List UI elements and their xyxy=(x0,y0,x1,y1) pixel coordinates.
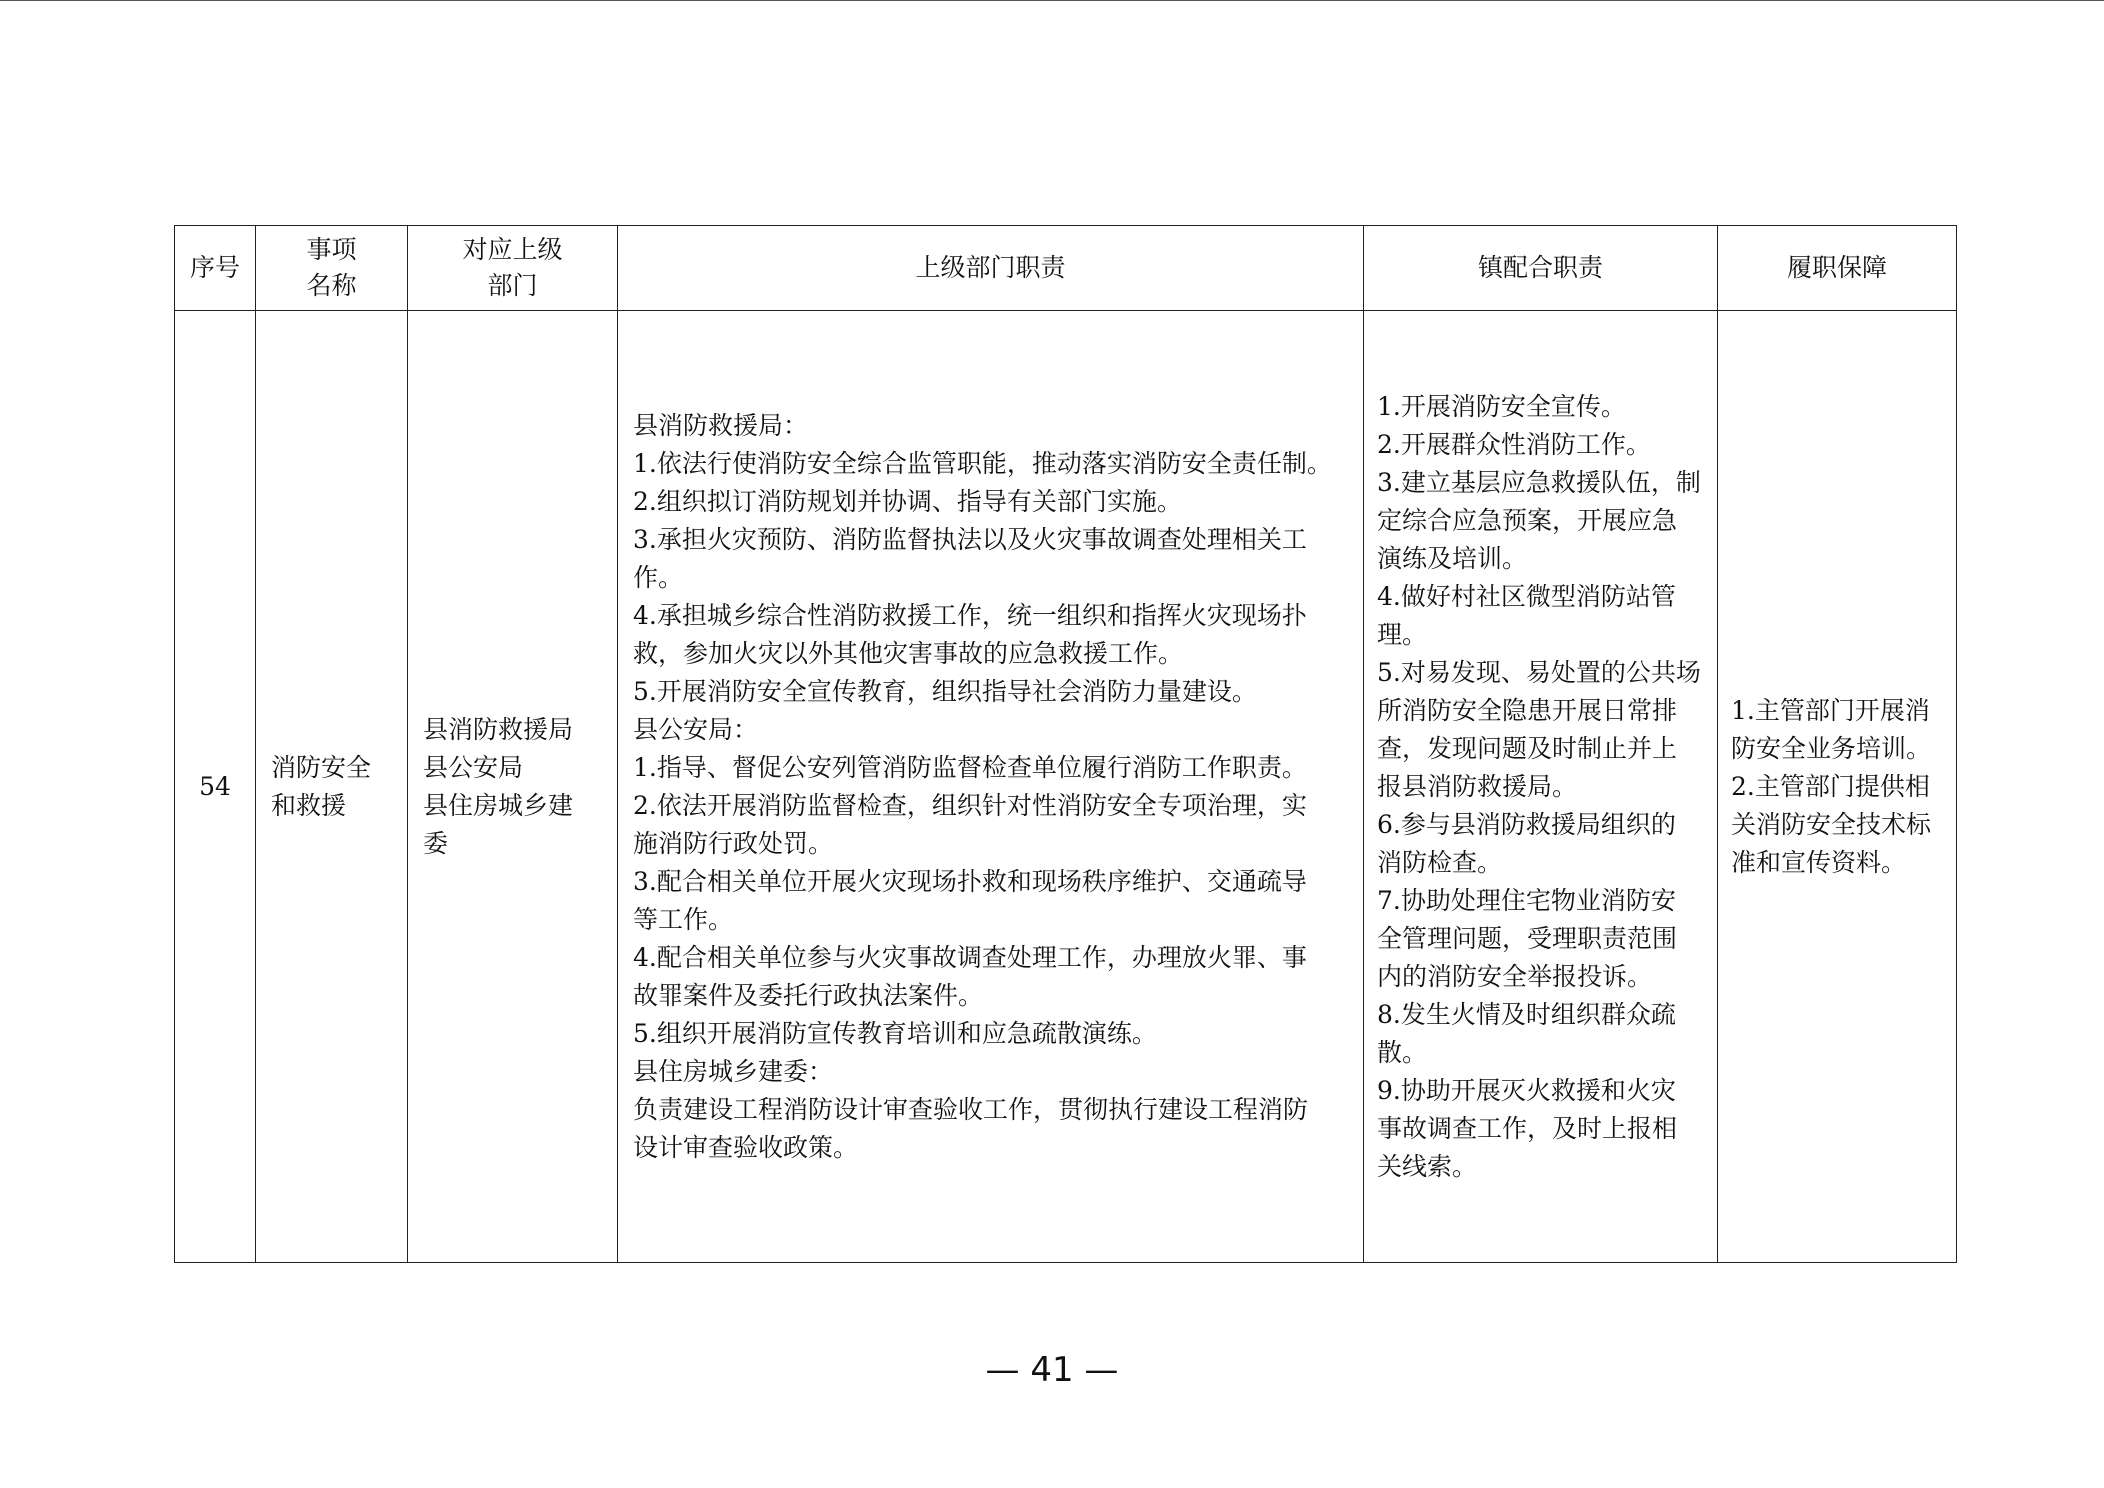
cell-text-line: 内的消防安全举报投诉。 xyxy=(1377,961,1653,991)
cell-text-line: 3.建立基层应急救援队伍，制 xyxy=(1377,467,1701,497)
cell-text-line: 5.组织开展消防宣传教育培训和应急疏散演练。 xyxy=(633,1018,1157,1048)
cell-text-line: 县公安局 xyxy=(423,752,524,782)
cell-text-line: 施消防行政处罚。 xyxy=(633,828,834,858)
page-top-rule xyxy=(0,0,2104,1)
table-row xyxy=(175,311,1957,1263)
cell-text-line: 2.开展群众性消防工作。 xyxy=(1377,429,1651,459)
cell-text-line: 消防安全 xyxy=(271,752,372,782)
cell-text-line: 设计审查验收政策。 xyxy=(633,1132,859,1162)
cell-text-line: 防安全业务培训。 xyxy=(1731,733,1932,763)
row-seq: 54 xyxy=(175,311,256,1263)
cell-text-line: 关消防安全技术标 xyxy=(1731,809,1932,839)
cell-text-line: 散。 xyxy=(1377,1037,1428,1067)
row-town-duties xyxy=(1364,311,1718,1263)
cell-text-line: 准和宣传资料。 xyxy=(1731,847,1907,877)
cell-text-line: 4.配合相关单位参与火灾事故调查处理工作，办理放火罪、事 xyxy=(633,942,1307,972)
cell-text-line: 县消防救援局 xyxy=(423,714,574,744)
row-upper-duties xyxy=(618,311,1364,1263)
header-dept-line1: 对应上级 xyxy=(462,235,563,264)
row-item-name xyxy=(256,311,408,1263)
header-guarantee: 履职保障 xyxy=(1718,226,1957,311)
header-seq: 序号 xyxy=(175,226,256,311)
cell-text-line: 9.协助开展灭火救援和火灾 xyxy=(1377,1075,1676,1105)
cell-text-line: 1.指导、督促公安列管消防监督检查单位履行消防工作职责。 xyxy=(633,752,1307,782)
cell-text-line: 7.协助处理住宅物业消防安 xyxy=(1377,885,1676,915)
cell-text-line: 2.主管部门提供相 xyxy=(1731,771,1930,801)
cell-text-line: 报县消防救援局。 xyxy=(1377,771,1578,801)
cell-text-line: 救，参加火灾以外其他灾害事故的应急救援工作。 xyxy=(633,638,1184,668)
cell-text-line: 故罪案件及委托行政执法案件。 xyxy=(633,980,984,1010)
cell-text-line: 3.配合相关单位开展火灾现场扑救和现场秩序维护、交通疏导 xyxy=(633,866,1307,896)
cell-text-line: 1.主管部门开展消 xyxy=(1731,695,1930,725)
cell-text-line: 作。 xyxy=(633,562,684,592)
cell-text-line: 和救援 xyxy=(271,790,347,820)
cell-text-line: 理。 xyxy=(1377,619,1428,649)
cell-text-line: 4.做好村社区微型消防站管 xyxy=(1377,581,1676,611)
cell-text-line: 查，发现问题及时制止并上 xyxy=(1377,733,1678,763)
cell-text-line: 所消防安全隐患开展日常排 xyxy=(1377,695,1678,725)
row-guarantee xyxy=(1718,311,1957,1263)
cell-text-line: 2.组织拟订消防规划并协调、指导有关部门实施。 xyxy=(633,486,1182,516)
cell-text-line: 县住房城乡建 xyxy=(423,790,574,820)
cell-text-line: 5.对易发现、易处置的公共场 xyxy=(1377,657,1701,687)
cell-text-line: 5.开展消防安全宣传教育，组织指导社会消防力量建设。 xyxy=(633,676,1257,706)
cell-text-line: 8.发生火情及时组织群众疏 xyxy=(1377,999,1676,1029)
cell-text-line: 等工作。 xyxy=(633,904,734,934)
row-upper-dept xyxy=(408,311,618,1263)
cell-text-line: 全管理问题，受理职责范围 xyxy=(1377,923,1678,953)
cell-text-line: 县公安局： xyxy=(633,714,759,744)
cell-text-line: 事故调查工作，及时上报相 xyxy=(1377,1113,1678,1143)
header-item-name xyxy=(256,226,408,311)
header-item-line2: 名称 xyxy=(306,271,357,300)
cell-text-line: 1.依法行使消防安全综合监管职能，推动落实消防安全责任制。 xyxy=(633,448,1332,478)
cell-text-line: 定综合应急预案，开展应急 xyxy=(1377,505,1678,535)
cell-text-line: 演练及培训。 xyxy=(1377,543,1528,573)
page-number: — 41 — xyxy=(985,1350,1119,1390)
table-header-row xyxy=(175,226,1957,311)
cell-text-line: 委 xyxy=(423,828,449,858)
cell-text-line: 县消防救援局： xyxy=(633,410,809,440)
cell-text-line: 关线索。 xyxy=(1377,1151,1478,1181)
cell-text-line: 2.依法开展消防监督检查，组织针对性消防安全专项治理，实 xyxy=(633,790,1307,820)
cell-text-line: 消防检查。 xyxy=(1377,847,1503,877)
responsibility-table xyxy=(174,225,1957,1263)
cell-text-line: 负责建设工程消防设计审查验收工作，贯彻执行建设工程消防 xyxy=(633,1094,1309,1124)
header-upper-duties: 上级部门职责 xyxy=(618,226,1364,311)
header-town-duties: 镇配合职责 xyxy=(1364,226,1718,311)
cell-text-line: 县住房城乡建委： xyxy=(633,1056,834,1086)
cell-text-line: 4.承担城乡综合性消防救援工作，统一组织和指挥火灾现场扑 xyxy=(633,600,1307,630)
header-upper-dept xyxy=(408,226,618,311)
cell-text-line: 6.参与县消防救援局组织的 xyxy=(1377,809,1676,839)
cell-text-line: 1.开展消防安全宣传。 xyxy=(1377,391,1626,421)
header-item-line1: 事项 xyxy=(306,235,357,264)
cell-text-line: 3.承担火灾预防、消防监督执法以及火灾事故调查处理相关工 xyxy=(633,524,1307,554)
header-dept-line2: 部门 xyxy=(487,271,538,300)
